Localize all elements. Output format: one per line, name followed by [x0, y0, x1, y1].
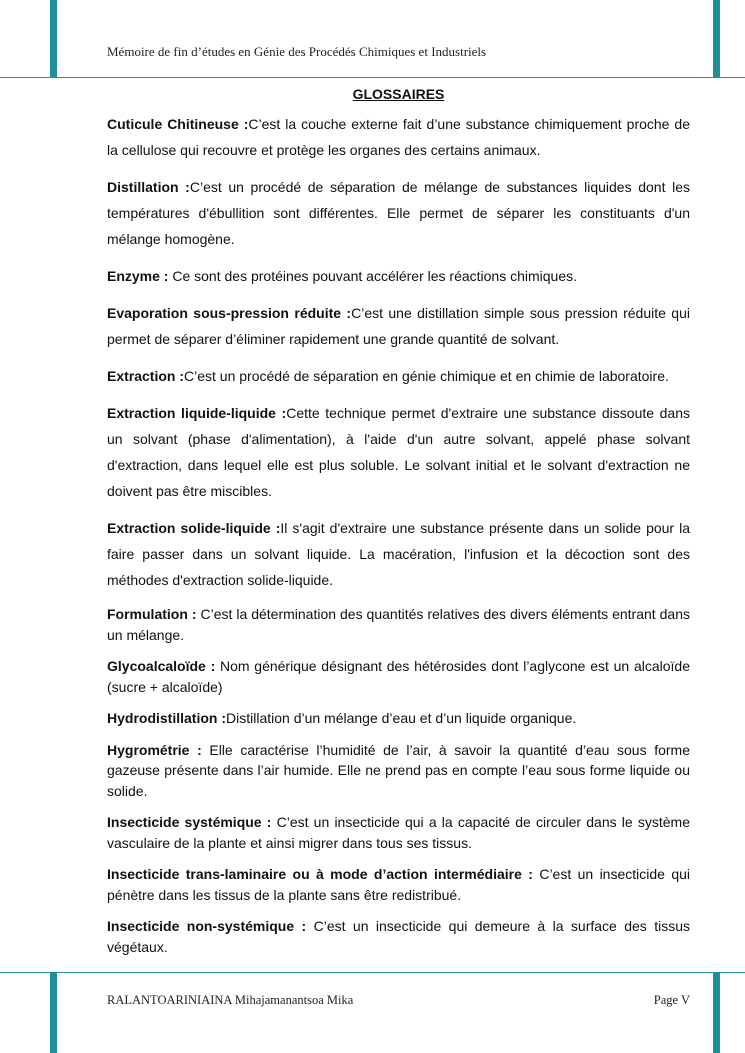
glossary-entry [107, 708, 690, 729]
glossary-term: Insecticide trans-laminaire ou à mode d’action intermédiaire : [107, 866, 540, 882]
header-right-bar [713, 0, 720, 78]
glossary-definition: C’est un insecticide qui pénètre dans les tissus de la plante sans être redistribué. [107, 866, 691, 903]
glossary-entry [107, 604, 690, 645]
glossary-entry [107, 300, 690, 352]
glossary-term: Hydrodistillation : [107, 710, 226, 726]
glossary-entry [107, 812, 690, 853]
glossary-term: Insecticide non-systémique : [107, 918, 314, 934]
glossary-term: Insecticide systémique : [107, 814, 277, 830]
glossary-term: Evaporation sous-pression réduite : [107, 305, 352, 321]
glossary-definition: Cette technique permet d'extraire une substance dissoute dans un solvant (phase d'alimentation), à l'aide d'un autre solvant, appelé phase solvant d'extraction, dans lequel elle est plus soluble. Le solvant initial et le solvant d'extraction ne doivent pas être miscibles. [107, 405, 690, 499]
footer-rule [0, 972, 745, 973]
glossary-term: Extraction : [107, 368, 185, 384]
glossary-definition: Ce sont des protéines pouvant accélérer les réactions chimiques. [172, 268, 578, 284]
glossary-definition: C’est un insecticide qui demeure à la surface des tissus végétaux. [107, 918, 690, 955]
glossary-definition: C’est un procédé de séparation en génie chimique et en chimie de laboratoire. [184, 368, 669, 384]
glossary-entry [107, 515, 690, 593]
glossary-definition: Il s'agit d'extraire une substance présente dans un solide pour la faire passer dans un solvant liquide. La macération, l'infusion et la décoction sont des méthodes d'extraction solide-liquide. [107, 520, 690, 588]
glossary-definition: C’est une distillation simple sous pression réduite qui permet de séparer d’éliminer rapidement une grande quantité de solvant. [107, 305, 690, 347]
glossary-entry [107, 740, 690, 802]
glossary-heading: GLOSSAIRES [352, 86, 445, 102]
glossary-definition: C’est la détermination des quantités relatives des divers éléments entrant dans un mélange. [107, 606, 690, 643]
page-number: Page V [653, 993, 690, 1007]
glossary-definition: Nom générique désignant des hétérosides dont l’aglycone est un alcaloïde (sucre + alcaloïde) [107, 658, 691, 695]
glossary-entry [107, 656, 690, 697]
glossary-term: Glycoalcaloïde : [107, 658, 220, 674]
glossary-entry [107, 174, 690, 252]
header-rule [0, 77, 745, 78]
glossary-term: Cuticule Chitineuse : [107, 116, 249, 132]
glossary-entry [107, 363, 690, 389]
glossary-entry [107, 916, 690, 957]
glossary-term: Formulation : [107, 606, 201, 622]
glossary-term: Enzyme : [107, 268, 173, 284]
glossary-entry [107, 263, 690, 289]
glossary-definition: Distillation d’un mélange d’eau et d’un liquide organique. [226, 710, 577, 726]
footer-author: RALANTOARINIAINA Mihajamanantsoa Mika [107, 993, 354, 1007]
glossary-definition: C’est un procédé de séparation de mélange de substances liquides dont les températures d'ébullition sont différentes. Elle permet de séparer les constituants d'un mélange homogène. [107, 179, 690, 247]
glossary-term: Hygrométrie : [107, 741, 210, 758]
glossary-entry [107, 111, 690, 163]
glossary-term: Extraction liquide-liquide : [107, 405, 287, 421]
header-title: Mémoire de fin d’études en Génie des Procédés Chimiques et Industriels [107, 44, 487, 59]
header-left-bar [50, 0, 57, 78]
footer-left-bar [50, 972, 57, 1053]
glossary-entry [107, 864, 690, 905]
glossary-term: Distillation : [107, 179, 190, 195]
glossary-section [107, 86, 690, 968]
glossary-term: Extraction solide-liquide : [107, 520, 281, 536]
glossary-definition: C’est la couche externe fait d’une substance chimiquement proche de la cellulose qui recouvre et protège les organes des certains animaux. [107, 116, 691, 158]
glossary-definition: Elle caractérise l’humidité de l’air, à savoir la quantité d’eau sous forme gazeuse présente dans l’air humide. Elle ne prend pas en compte l’eau sous forme liquide ou solide. [107, 741, 690, 799]
footer-right-bar [713, 972, 720, 1053]
glossary-definition: C’est un insecticide qui a la capacité de circuler dans le système vasculaire de la plante et ainsi migrer dans tous ses tissus. [107, 814, 690, 851]
glossary-entry [107, 400, 690, 504]
